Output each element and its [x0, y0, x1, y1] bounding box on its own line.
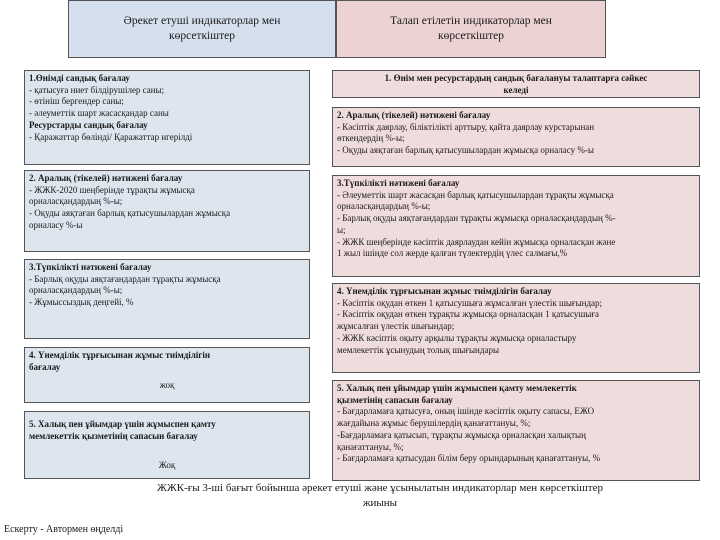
box-line: мемлекеттік ұсынудың толық шығындары — [337, 344, 499, 355]
box-line: - Бағдарламаға қатысудан білім беру орындарының қанағаттануы, % — [337, 453, 601, 464]
left-box-5 — [24, 411, 310, 479]
box-line: - қатысуға ниет білдірушілер саны; — [29, 84, 165, 95]
box-line: - Әлеуметтік шарт жасасқан барлық қатысушылардан тұрақты жұмысқа — [337, 189, 614, 200]
box-line: - ЖЖК-2020 шеңберінде тұрақты жұмысқа — [29, 184, 195, 195]
box-line: 3.Түпкілікті нәтижені бағалау — [337, 178, 460, 188]
left-box-3 — [24, 259, 310, 339]
left-box-4 — [24, 347, 310, 403]
header-required-indicators — [336, 0, 606, 58]
caption-line2: жиыны — [362, 497, 398, 509]
box-line: 2. Аралық (тікелей) нәтижені бағалау — [29, 173, 183, 183]
left-box-1 — [24, 70, 310, 165]
header-left-line2: көрсеткіштер — [169, 30, 235, 42]
box-line: -Бағдарламаға қатысып, тұрақты жұмысқа орналасқан халықтың — [337, 429, 586, 440]
box-line: 5. Халық пен ұйымдар үшін жұмыспен қамту мемлекеттік — [337, 383, 577, 393]
header-right-line1: Талап етілетін индикаторлар мен — [390, 15, 552, 27]
box-line: жағдайына жұмыс берушілердің қанағаттануы, %; — [337, 418, 531, 429]
box-line: - Қаражаттар бөлінді/ Қаражаттар игерілді — [29, 131, 193, 142]
box-line: 3.Түпкілікті нәтижені бағалау — [29, 262, 152, 272]
box-line: орналасқандардың %-ы; — [29, 196, 123, 207]
box-line: - ЖЖК кәсіптік оқыту арқылы тұрақты жұмысқа орналастыру — [337, 332, 577, 343]
box-line: - Кәсіптік оқудан өткен тұрақты жұмысқа орналасқан 1 қатысушыға — [337, 309, 600, 320]
caption-line1: ЖЖК-ғы 3-ші бағыт бойынша әрекет етуші және ұсынылатын индикаторлар мен көрсеткіштер — [157, 482, 603, 494]
right-box-2 — [332, 107, 700, 167]
box-line: - Кәсіптік даярлау, біліктілікті арттыру, қайта даярлау курстарынан — [337, 121, 595, 132]
right-box-1 — [332, 70, 700, 98]
box-line: 2. Аралық (тікелей) нәтижені бағалау — [337, 110, 491, 120]
box-line: 1 жыл ішінде сол жерде қалған түлектердің үлес салмағы,% — [337, 248, 568, 259]
box-line: - Барлық оқуды аяқтағандардан тұрақты жұмысқа — [29, 273, 221, 284]
box-value: жоқ — [159, 380, 175, 391]
box-line: жұмсалған үлестік шығындар; — [337, 321, 455, 332]
box-line: - Оқуды аяқтаған барлық қатысушылардан жұмысқа — [29, 208, 231, 219]
box-line: келеді — [503, 84, 529, 95]
header-existing-indicators — [68, 0, 336, 58]
box-line: бағалау — [29, 361, 61, 372]
box-line: - Жұмыссыздық деңгейі, % — [29, 297, 134, 308]
box-line: 1. Өнім мен ресурстардың сандық бағалануы талаптарға сәйкес — [384, 73, 648, 83]
right-box-5 — [332, 380, 700, 481]
box-line: орналасқандардың %-ы; — [29, 285, 123, 296]
figure-caption — [60, 481, 700, 511]
box-line: 4. Үнемділік тұрғысынан жұмыс тиімділігін бағалау — [337, 286, 552, 296]
right-box-3 — [332, 175, 700, 277]
box-line: орналасқандардың %-ы; — [337, 201, 431, 212]
box-line: - өтініш бергендер саны; — [29, 96, 124, 107]
source-note: Ескерту - Автормен өңделді — [4, 524, 124, 535]
box-line: 5. Халық пен ұйымдар үшін жұмыспен қамту — [29, 419, 216, 429]
box-line: Ресурстарды сандық бағалау — [29, 119, 148, 130]
box-line: - Бағдарламаға қатысуға, оның ішінде кәсіптік оқыту сапасы, ЕЖО — [337, 406, 595, 417]
right-box-4 — [332, 283, 700, 373]
header-right-line2: көрсеткіштер — [438, 30, 504, 42]
box-line: - ЖЖК шеңберінде кәсіптік даярлаудан кейін жұмысқа орналасқан және — [337, 236, 616, 247]
box-line: мемлекеттік қызметінің сапасын бағалау — [29, 430, 198, 441]
box-line: 1.Өнімді сандық бағалау — [29, 73, 130, 83]
box-line: орналасу %-ы — [29, 219, 83, 230]
box-line: - әлеуметтік шарт жасасқандар саны — [29, 108, 169, 119]
box-line: - Оқуды аяқтаған барлық қатысушылардан жұмысқа орналасу %-ы — [337, 145, 594, 156]
box-line: қанағаттануы, %; — [337, 441, 404, 452]
left-box-2 — [24, 170, 310, 252]
header-left-line1: Әрекет етуші индикаторлар мен — [123, 15, 281, 27]
box-line: - Барлық оқуды аяқтағандардан тұрақты жұмысқа орналасқандардың %- — [337, 213, 616, 224]
box-line: - Кәсіптік оқудан өткен 1 қатысушыға жұмсалған үлестік шығындар; — [337, 297, 603, 308]
box-line: өткендердің %-ы; — [337, 133, 405, 144]
box-value: Жоқ — [158, 460, 176, 471]
box-line: ы; — [337, 224, 346, 235]
box-line: 4. Үнемділік тұрғысынан жұмыс тиімділігін — [29, 350, 211, 360]
box-line: қызметінің сапасын бағалау — [337, 394, 453, 405]
